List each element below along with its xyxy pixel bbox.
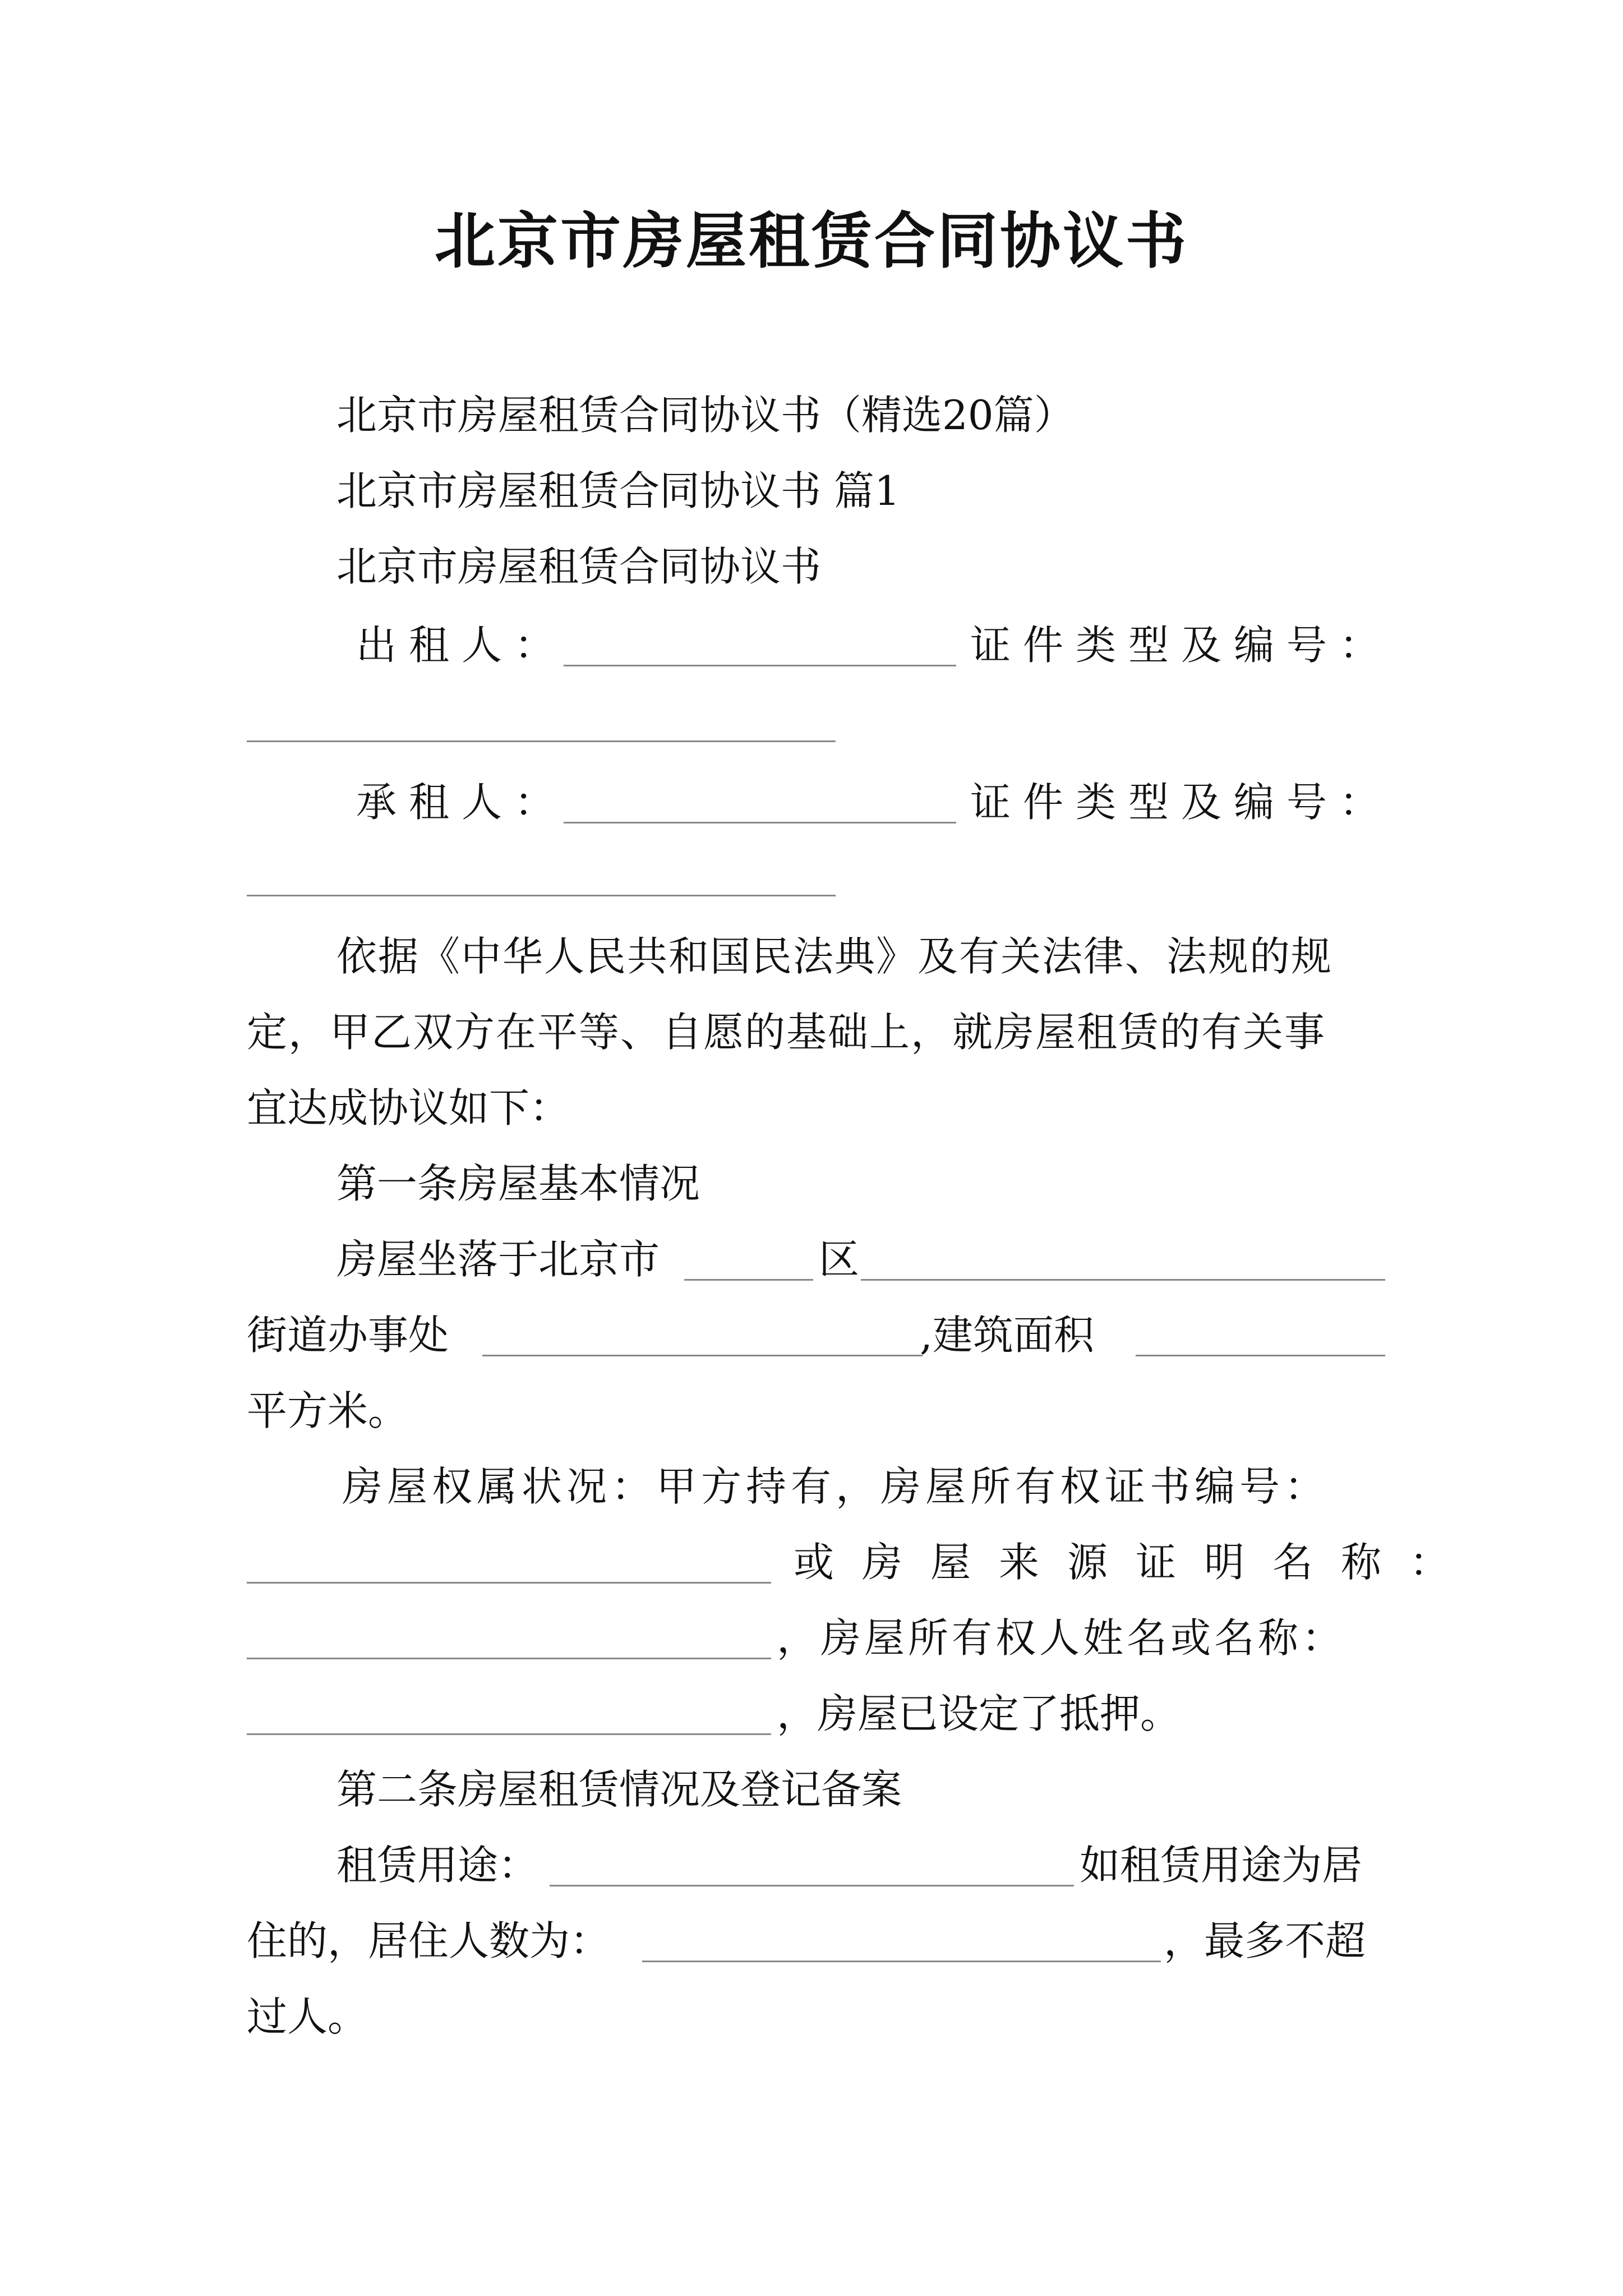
lessor-id-label: 证件类型及编号： [970,622,1393,669]
max-prefix: ，最多不超 [1164,1917,1366,1964]
lessor-id-blank [247,740,836,742]
max-suffix: 过人。 [247,1993,368,2040]
article-2-title: 第二条房屋租赁情况及登记备案 [336,1766,902,1813]
use-residential-text: 如租赁用途为居 [1080,1842,1363,1889]
intro-line-3: 宜达成协议如下： [247,1084,570,1131]
subtitle: 北京市房屋租赁合同协议书（精选20篇） [336,392,1075,439]
residents-blank [642,1961,1161,1962]
district-blank [684,1279,813,1281]
intro-line-2: 定，甲乙双方在平等、自愿的基础上，就房屋租赁的有关事 [247,1009,1326,1056]
location-prefix: 房屋坐落于北京市 [336,1236,660,1283]
owner-name-label: ，房屋所有权人姓名或名称： [777,1614,1346,1662]
owner-name-blank [247,1733,771,1735]
lessee-id-label: 证件类型及编号： [970,779,1393,826]
lessee-blank [564,822,956,823]
street-office-label: 街道办事处 [247,1312,449,1359]
article-1-title: 第一条房屋基本情况 [336,1160,700,1207]
area-blank [1136,1355,1385,1356]
district-label: 区 [819,1236,860,1283]
ownership-source-label: 或房屋来源证明名称： [794,1539,1478,1586]
area-label: ,建筑面积 [920,1312,1094,1359]
lessee-id-blank [247,895,836,896]
contract-name: 北京市房屋租赁合同协议书 [336,543,822,590]
document-title: 北京市房屋租赁合同协议书 [434,206,1188,277]
lessor-label: 出租人： [356,622,568,669]
use-label: 租赁用途： [336,1842,539,1889]
certificate-number-blank [247,1582,771,1584]
sqm-label: 平方米。 [247,1387,409,1434]
use-blank [550,1885,1074,1887]
location-blank [861,1279,1385,1281]
lessor-blank [564,665,956,666]
mortgage-text: ，房屋已设定了抵押。 [777,1690,1181,1737]
ownership-line-1: 房屋权属状况：甲方持有，房屋所有权证书编号： [342,1463,1330,1510]
source-name-blank [247,1658,771,1659]
intro-line-1: 依据《中华人民共和国民法典》及有关法律、法规的规 [336,933,1333,980]
lessee-label: 承租人： [356,779,568,826]
street-office-blank [482,1355,923,1356]
residents-prefix: 住的，居住人数为： [247,1917,611,1964]
part-heading: 北京市房屋租赁合同协议书 篇1 [336,467,900,514]
